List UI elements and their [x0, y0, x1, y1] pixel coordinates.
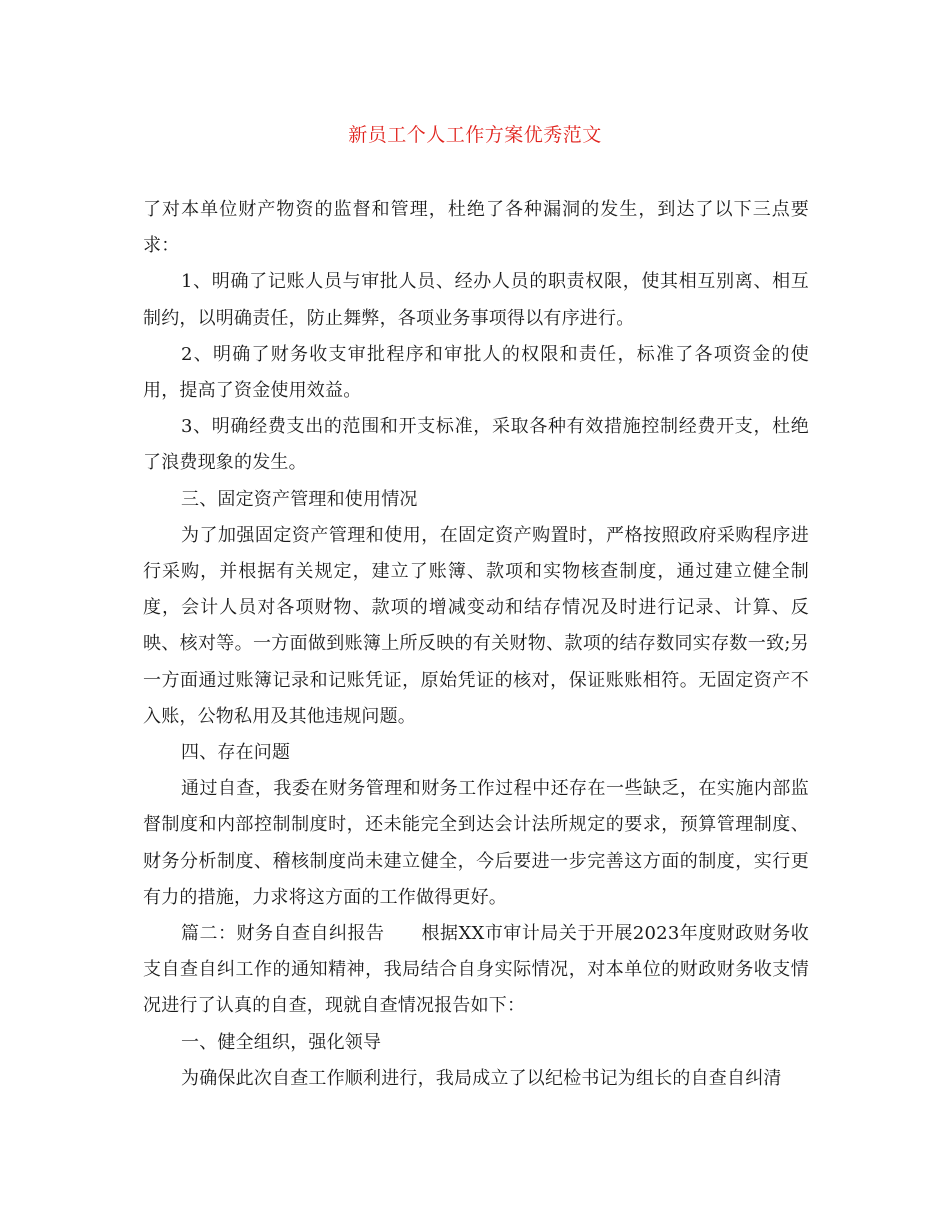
paragraph-item-3: 3、明确经费支出的范围和开支标准，采取各种有效措施控制经费开支，杜绝了浪费现象的发生。	[143, 416, 809, 474]
section-heading-organization: 一、健全组织，强化领导	[181, 1031, 382, 1053]
section-heading-fixed-assets: 三、固定资产管理和使用情况	[181, 488, 418, 510]
paragraph-continuation: 了对本单位财产物资的监督和管理，杜绝了各种漏洞的发生，到达了以下三点要求：	[143, 199, 809, 257]
document-body	[143, 192, 809, 1097]
paragraph-part-two-intro: 篇二：财务自查自纠报告 根据XX市审计局关于开展2023年度财政财务收支自查自纠工作的通知精神，我局结合自身实际情况，对本单位的财政财务收支情况进行了认真的自查，现就自查情况报告如下：	[143, 923, 809, 1017]
paragraph-organization: 为确保此次自查工作顺利进行，我局成立了以纪检书记为组长的自查自纠清	[181, 1067, 782, 1089]
paragraph-item-1: 1、明确了记账人员与审批人员、经办人员的职责权限，使其相互别离、相互制约，以明确责任，防止舞弊，各项业务事项得以有序进行。	[143, 271, 809, 329]
paragraph-item-2: 2、明确了财务收支审批程序和审批人的权限和责任，标准了各项资金的使用，提高了资金使用效益。	[143, 343, 809, 402]
paragraph-problems: 通过自查，我委在财务管理和财务工作过程中还存在一些缺乏，在实施内部监督制度和内部控制制度时，还未能完全到达会计法所规定的要求，预算管理制度、财务分析制度、稽核制度尚未建立健全，今后要进一步完善这方面的制度，实行更有力的措施，力求将这方面的工作做得更好。	[143, 778, 809, 908]
section-heading-problems: 四、存在问题	[181, 742, 291, 764]
paragraph-fixed-assets: 为了加强固定资产管理和使用，在固定资产购置时，严格按照政府采购程序进行采购，并根据有关规定，建立了账簿、款项和实物核查制度，通过建立健全制度，会计人员对各项财物、款项的增减变动和结存情况及时进行记录、计算、反映、核对等。一方面做到账簿上所反映的有关财物、款项的结存数同实存数一致;另一方面通过账簿记录和记账凭证，原始凭证的核对，保证账账相符。无固定资产不入账，公物私用及其他违规问题。	[143, 524, 809, 727]
document-title: 新员工个人工作方案优秀范文	[348, 124, 602, 146]
